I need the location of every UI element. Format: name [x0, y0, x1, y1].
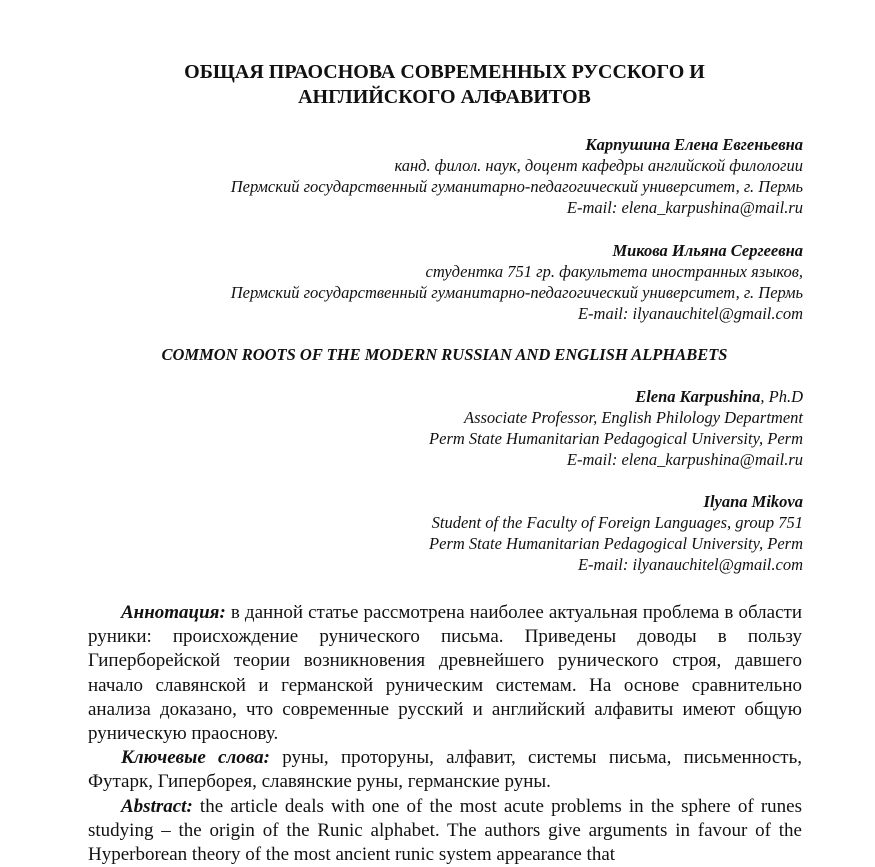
- title-line-2: АНГЛИЙСКОГО АЛФАВИТОВ: [298, 86, 591, 108]
- author-position: студентка 751 гр. факультета иностранных языков,: [425, 262, 803, 281]
- abstract-ru-label: Аннотация:: [121, 602, 226, 623]
- author-affiliation: Perm State Humanitarian Pedagogical University, Perm: [429, 429, 803, 448]
- author-ru-2: [231, 240, 803, 324]
- abstract-en-label: Abstract:: [121, 795, 193, 817]
- author-name: Elena Karpushina: [635, 387, 761, 406]
- abstract-en-text: the article deals with one of the most acute problems in the sphere of runes studying – the origin of the Runic alphabet. The authors give arguments in favour of the Hyperborean theory of the most ancient runic system appearance that: [88, 795, 802, 866]
- author-en-1: [429, 386, 803, 470]
- author-position: Student of the Faculty of Foreign Languages, group 751: [431, 513, 803, 532]
- author-name: Микова Ильяна Сергеевна: [612, 241, 803, 260]
- author-position: Associate Professor, English Philology Department: [464, 408, 803, 427]
- abstract-ru-text: в данной статье рассмотрена наиболее актуальная проблема в области руники: происхождение рунического письма. Приведены доводы в пользу Гиперборейской теории возникновения древнейшего рунического строя, давшего начало славянской и германской руническим системам. На основе сравнительно анализа доказано, что современные русский и английский алфавиты имеют общую руническую праоснову.: [88, 602, 802, 745]
- author-email: E-mail: elena_karpushina@mail.ru: [566, 198, 803, 217]
- author-affiliation: Пермский государственный гуманитарно-педагогический университет, г. Пермь: [230, 283, 803, 302]
- author-ru-1: [231, 134, 803, 218]
- article-title: [88, 60, 801, 110]
- author-en-2: [429, 491, 803, 575]
- author-position: канд. филол. наук, доцент кафедры английской филологии: [394, 156, 803, 175]
- author-email: E-mail: elena_karpushina@mail.ru: [566, 450, 803, 469]
- article-body: [88, 601, 802, 867]
- keywords-ru-paragraph: [88, 746, 802, 794]
- title-line-1: ОБЩАЯ ПРАОСНОВА СОВРЕМЕННЫХ РУССКОГО И: [184, 61, 705, 83]
- author-email: E-mail: ilyanauchitel@gmail.com: [577, 304, 803, 323]
- keywords-ru-label: Ключевые слова:: [121, 747, 270, 769]
- abstract-ru-paragraph: [88, 601, 802, 746]
- author-name: Ilyana Mikova: [703, 492, 803, 511]
- author-affiliation: Пермский государственный гуманитарно-педагогический университет, г. Пермь: [230, 177, 803, 196]
- english-title: COMMON ROOTS OF THE MODERN RUSSIAN AND ENGLISH ALPHABETS: [161, 345, 728, 364]
- author-affiliation: Perm State Humanitarian Pedagogical University, Perm: [429, 534, 803, 553]
- author-name-line: [429, 386, 803, 407]
- author-degree: , Ph.D: [760, 387, 803, 406]
- keywords-ru-text: руны, проторуны, алфавит, системы письма, письменность, Футарк, Гиперборея, славянские руны, германские руны.: [88, 747, 802, 793]
- abstract-en-paragraph: [88, 795, 802, 867]
- author-name: Карпушина Елена Евгеньевна: [585, 135, 803, 154]
- author-email: E-mail: ilyanauchitel@gmail.com: [577, 555, 803, 574]
